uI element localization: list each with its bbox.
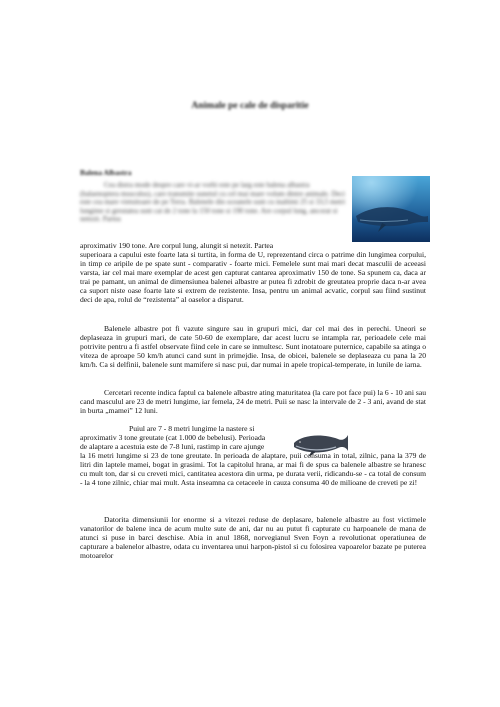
paragraph-5: Datorita dimensiunii lor enorme si a vitezei reduse de deplasare, balenele albastre au fost victimele vanatorilor de balene inca de acum multe sute de ani, dar nu au putut fi capturate cu harpoanele de mana de atunci si puse in barci deschise. Abia in anul 1868, norvegianul Sven Foyn a revolutionat operatiunea de capturare a balenelor albastre, odata cu inventarea unui harpon-pistol si cu folosirea vapoarelor bazate pe puterea motoarelor — [80, 515, 426, 561]
paragraph-1: superioara a capului este foarte lata si turtita, in forma de U, reprezentand circa o patrime din lungimea corpului, in timp ce aripile de pe spate sunt - comparativ - foarte mici. Femelele sunt mai mari decat masculii de aceeasi varsta, iar cel mai mare exemplar de acest gen capturat cantarea aproximativ 150 de tone. Sa spunem ca, daca ar trai pe pamant, un animal de dimensiunea balenei albastre ar putea fi zdrobit de greutatea proprie daca n-ar avea ca suport niste oase foarte late si extrem de rezistente. Insa, pentru un animal acvatic, corpul sau fiind sustinut deci de apa, rolul de “rezistenta” al oaselor a disparut. — [80, 250, 426, 305]
paragraph-1-lead: aproximativ 190 tone. Are corpul lung, alungit si netezit. Partea — [80, 241, 274, 250]
paragraph-3: Cercetari recente indica faptul ca balenele albastre ating maturitatea (la care pot face pui) la 6 - 10 ani sau cand masculul are 23 de metri lungime, iar femela, 24 de metri. Puii se nasc la intervale de 2 - 3 ani, avand de stat in burta „mamei” 12 luni. — [80, 388, 426, 416]
paragraph-4-line-2: aproximativ 3 tone greutate (cat 1.000 de bebelusi). Perioada — [80, 433, 266, 442]
paragraph-4-line-3: de alaptare a acestuia este de 7-8 luni, rastimp in care ajunge — [80, 442, 265, 451]
paragraph-4-rest: la 16 metri lungime si 23 de tone greutate. In perioada de alaptare, puii consuma in total, zilnic, pana la 379 de litri din laptele mamei, bogat in grasimi. Tot la capitolul hrana, ar mai fi de spus ca balenele albastre se hranesc cu mult ton, dar si cu creveti mici, cantitatea acestora din urma, pe durata verii, ridicandu-se - ca total de consum - la 4 tone zilnic, chiar mai mult. Asta inseamna ca cetaceele in cauza consuma 40 de milioane de creveti pe zi! — [80, 451, 426, 488]
blue-whale-photo — [352, 176, 430, 242]
document-title: Animale pe cale de disparitie — [191, 101, 309, 111]
blurred-intro-text: Cea distra mode despre care vi-ar vorbi este pe larg este balena albastra (balaenoptera musculus), care transmite sunetul cu cel mai mare volum dintre animale. Deci este cea mare vietuitoare de pe Terra. Balenele din oceanele sunt cu inaltimi 25 si 33,5 metri lungime si greutatea sunt cat de 2 tone la 150 tone si 190 tone. Are corpul lung, ancorat si netezit. Partea — [80, 181, 346, 224]
section-heading: Balena Albastra — [80, 168, 132, 177]
paragraph-2: Balenele albastre pot fi vazute singure sau in grupuri mici, dar cel mai des in perechi. Uneori se deplaseaza in grupuri mari, de cate 50-60 de exemplare, dar acest lucru se intampla rar, perioadele cele mai potrivite pentru a fi astfel observate fiind cele in care se inmultesc. Sunt inotatoare puternice, capabile sa atinga o viteza de aproape 50 km/h atunci cand sunt in primejdie. Insa, de obicei, balenele se deplaseaza cu pana la 20 km/h. Ca si delfinii, balenele sunt mamifere si nasc pui, dar numai in apele tropical-temperate, in lunile de iarna. — [80, 324, 426, 370]
paragraph-4-line-1: Puiul are 7 - 8 metri lungime la nastere si — [129, 424, 255, 433]
